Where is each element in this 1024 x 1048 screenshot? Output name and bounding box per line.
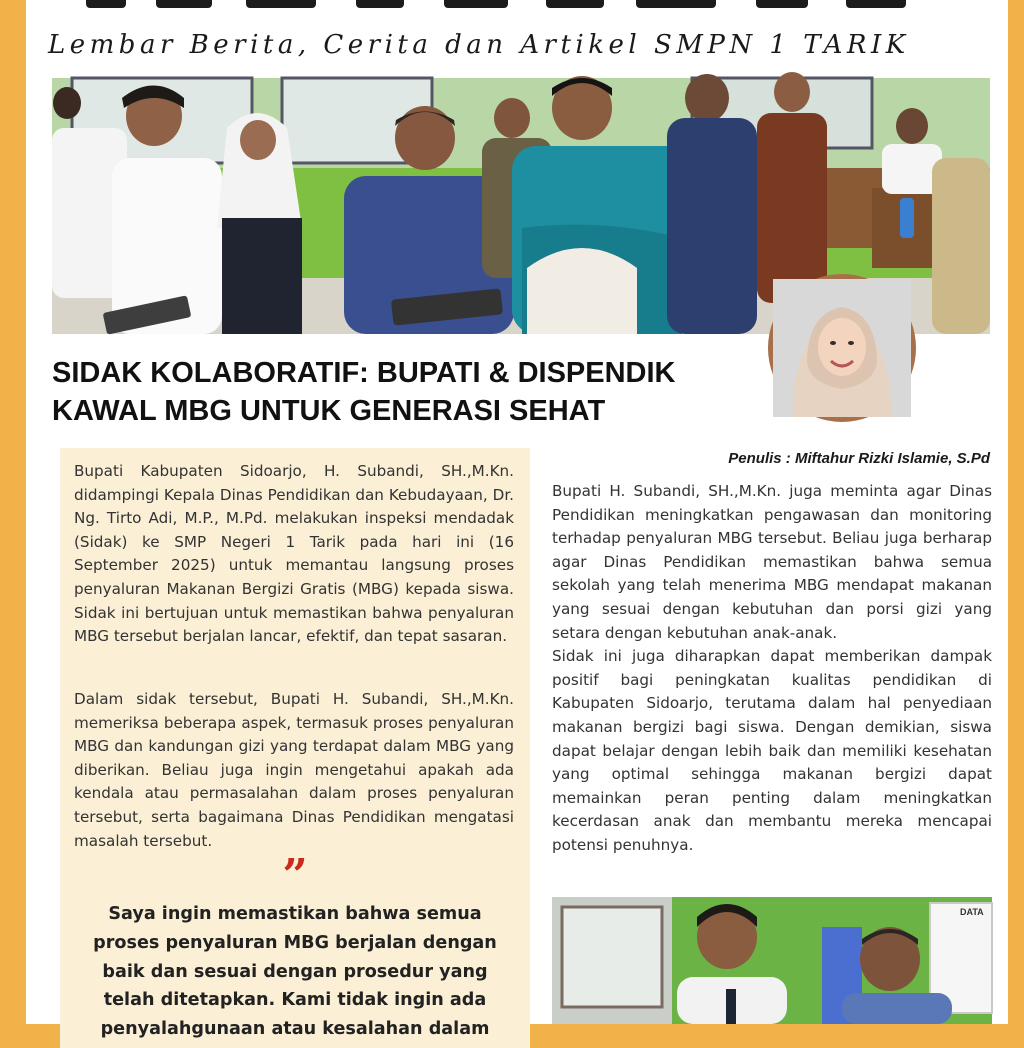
- board-label: DATA: [960, 907, 984, 917]
- headline-line-1: SIDAK KOLABORATIF: BUPATI & DISPENDIK: [52, 357, 676, 389]
- newsletter-page: [26, 0, 1008, 1040]
- pull-quote: Saya ingin memastikan bahwa semua proses penyaluran MBG berjalan dengan baik dan sesuai dengan prosedur yang telah ditetapkan. Kami tidak ingin ada penyalahgunaan atau kesalahan dalam: [93, 904, 497, 1040]
- bottom-photo: [552, 897, 992, 1024]
- headline-line-2: KAWAL MBG UNTUK GENERASI SEHAT: [52, 395, 606, 427]
- author-portrait: [768, 274, 916, 422]
- right-paragraph-1: Bupati H. Subandi, SH.,M.Kn. juga meminta agar Dinas Pendidikan meningkatkan pengawasan dan monitoring terhadap penyaluran MBG tersebut. Beliau juga berharap agar Dinas Pendidikan memastikan bahwa semua sekolah yang telah menerima MBG mendapat makanan yang sesuai dengan kebutuhan dan porsi gizi yang setara dengan kebutuhan anak-anak.: [552, 482, 992, 642]
- masthead-title-remnant: [26, 0, 1008, 8]
- quote-mark-icon: ”: [282, 850, 308, 901]
- article-byline: Penulis : Miftahur Rizki Islamie, S.Pd: [728, 450, 990, 467]
- newsletter-subtitle: Lembar Berita, Cerita dan Artikel SMPN 1 TARIK: [48, 30, 910, 60]
- article-headline: [52, 354, 752, 430]
- left-column: [60, 448, 530, 1048]
- left-paragraph-1: Bupati Kabupaten Sidoarjo, H. Subandi, SH.,M.Kn. didampingi Kepala Dinas Pendidikan dan Kebudayaan, Dr. Ng. Tirto Adi, M.P., M.Pd. melakukan inspeksi mendadak (Sidak) ke SMP Negeri 1 Tarik pada hari ini (16 September 2025) untuk memantau langsung proses penyaluran Makanan Bergizi Gratis (MBG) kepada siswa. Sidak ini bertujuan untuk memastikan bahwa penyaluran MBG tersebut berjalan lancar, efektif, dan tepat sasaran.: [74, 462, 514, 646]
- right-paragraph-2: Sidak ini juga diharapkan dapat memberikan dampak positif bagi peningkatan kualitas pendidikan di Kabupaten Sidoarjo, terutama dalam hal penyediaan makanan bergizi bagi siswa. Dengan demikian, siswa dapat belajar dengan lebih baik dan memiliki kesehatan yang optimal sehingga makanan bergizi dapat memainkan peran penting dalam meningkatkan kecerdasan anak dan membantu mereka mencapai potensi penuhnya.: [552, 647, 992, 854]
- right-column: [552, 480, 992, 858]
- left-paragraph-2: Dalam sidak tersebut, Bupati H. Subandi, SH.,M.Kn. memeriksa beberapa aspek, termasuk proses penyaluran MBG dan kandungan gizi yang terdapat dalam MBG yang diberikan. Beliau juga ingin mengetahui apakah ada kendala atau permasalahan dalam proses penyaluran tersebut, serta bagaimana Dinas Pendidikan mengatasi masalah tersebut.: [74, 690, 514, 850]
